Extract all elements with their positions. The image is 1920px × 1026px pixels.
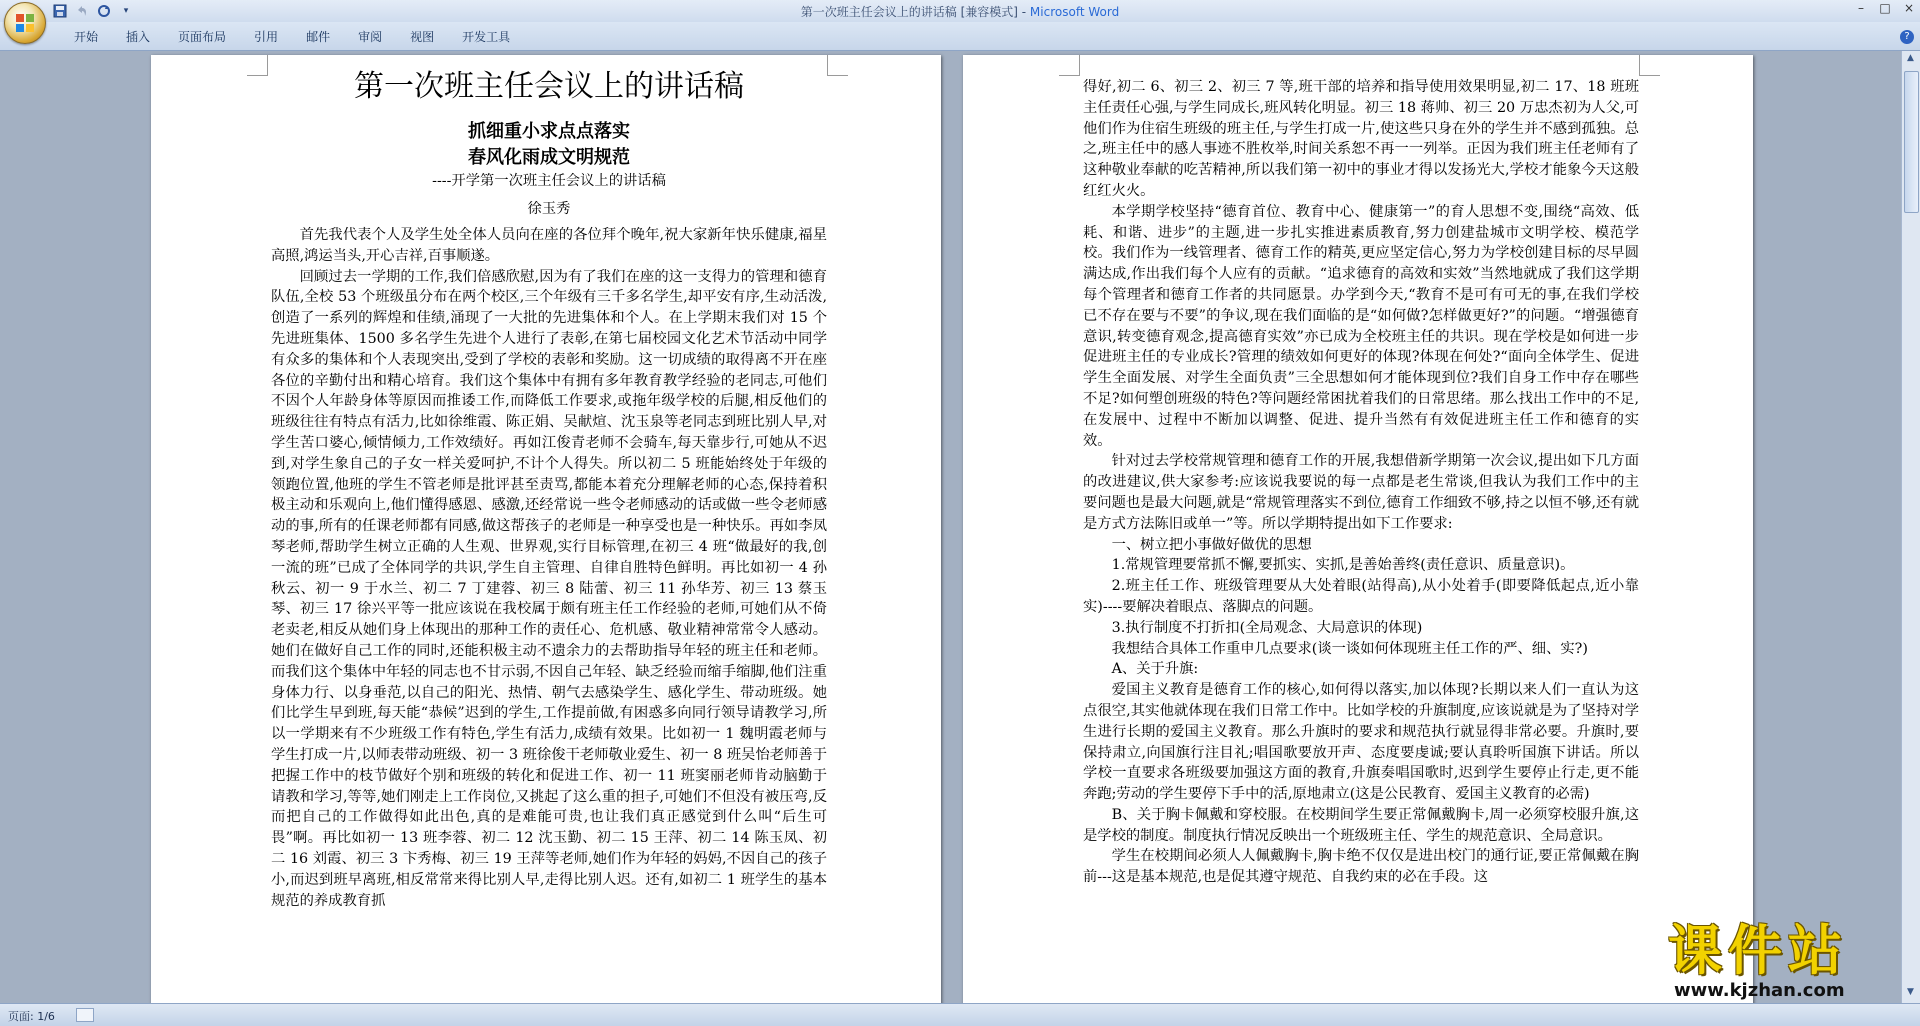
paragraph: 回顾过去一学期的工作,我们倍感欣慰,因为有了我们在座的这一支得力的管理和德育队伍,全校 53 个班级虽分布在两个校区,三个年级有三千多名学生,却平安有序,生动活泼,创造了一系列的辉煌和佳绩,涌现了一大批的先进集体和个人。在上学期末我们对 15 个先进班集体、1500 多名学生先进个人进行了表彰,在第七届校园文化艺术节活动中同学有众多的集体和个人表现突出,受到了学校的表彰和奖励。这一切成绩的取得离不开在座各位的辛勤付出和精心培育。我们这个集体中有拥有多年教育教学经验的老同志,可他们不因个人年龄身体等原因而推诿工作,而降低工作要求,或拖年级学校的后腿,相反他们的班级往往有特点有活力,比如徐维霞、陈正娟、吴献煊、沈玉泉等老同志到班比别人早,对学生苦口婆心,倾情倾力,工作效绩好。再如江俊青老师不会骑车,每天靠步行,可她从不迟到,对学生象自己的子女一样关爱呵护,不计个人得失。所以初二 5 班能始终处于年级的领跑位置,他班的学生不管老师是批评甚至责骂,都能本着充分理解老师的心态,保持着积极主动和乐观向上,他们懂得感恩、感激,还经常说一些令老师感动的话或做一些令老师感动的事,所有的任课老师都有同感,做这帮孩子的老师是一种享受也是一种快乐。再如李凤琴老师,帮助学生树立正确的人生观、世界观,实行目标管理,在初三 4 班“做最好的我,创一流的班”已成了全体同学的共识,学生自主管理、自律自胜特色鲜明。再比如初一 4 孙秋云、初一 9 于水兰、初二 7 丁建蓉、初三 8 陆蕾、初三 11 孙华芳、初三 13 蔡玉琴、初三 17 徐兴平等一批应该说在我校属于颇有班主任工作经验的老师,可她们从不倚老卖老,相反从她们身上体现出的那种工作的责任心、危机感、敬业精神常常令人感动。她们在做好自己工作的同时,还能积极主动不遗余力的去帮助指导年轻的班主任和老师。而我们这个集体中年轻的同志也不甘示弱,不因自己年轻、缺乏经验而缩手缩脚,他们注重身体力行、以身垂范,以自己的阳光、热情、朝气去感染学生、感化学生、带动班级。她们比学生早到班,每天能“恭候”迟到的学生,工作提前做,有困惑多向同行领导请教学习,所以一学期来有不少班级工作有特色,学生有活力,成绩有效果。比如初一 1 魏明霞老师与学生打成一片,以师表带动班级、初一 3 班徐俊干老师敬业爱生、初一 8 班吴怡老师善于把握工作中的枝节做好个别和班级的转化和促进工作、初一 11 班窦丽老师肯动脑勤于请教和学习,等等,她们刚走上工作岗位,又挑起了这么重的担子,可她们不但没有被压弯,反而把自己的工作做得如此出色,真的是难能可贵,也让我们真正感觉到什么叫“后生可畏”啊。再比如初一 13 班李蓉、初二 12 沈玉勤、初二 15 王萍、初二 14 陈玉凤、初二 16 刘霞、初三 3 卞秀梅、初三 19 王萍等老师,她们作为年轻的妈妈,不因自己的孩子小,而迟到班早离班,相反常常来得比别人早,走得比别人迟。还有,如初二 1 班学生的基本规范的养成教育抓 — [271, 268, 827, 909]
paragraph: A、关于升旗: — [1111, 661, 1199, 678]
page-2-content — [1083, 77, 1639, 888]
paragraph: 得好,初二 6、初三 2、初三 7 等,班干部的培养和指导使用效果明显,初二 17、18 班班主任责任心强,与学生同成长,班风转化明显。初三 18 蒋帅、初三 20 万忠杰初为人父,可他们作为住宿生班级的班主任,与学生打成一片,使这些只身在外的学生并不感到孤独。总之,班主任中的感人事迹不胜枚举,时间关系恕不再一一列举。正因为我们班主任老师有了这种敬业奉献的吃苦精神,所以我们第一初中的事业才得以发扬光大,学校才能象今天这般红红火火。 — [1083, 79, 1639, 199]
document-author: 徐玉秀 — [527, 201, 571, 217]
paragraph: 爱国主义教育是德育工作的核心,如何得以落实,加以体现?长期以来人们一直认为这点很空,其实他就体现在我们日常工作中。比如学校的升旗制度,应该说就是为了坚持对学生进行长期的爱国主义教育。那么升旗时的要求和规范执行就显得非常必要。升旗时,要保持肃立,向国旗行注目礼;唱国歌要放开声、态度要虔诚;要认真聆听国旗下讲话。所以学校一直要求各班级要加强这方面的教育,升旗奏唱国歌时,迟到学生要停止行走,更不能奔跑;劳动的学生要停下手中的活,原地肃立(这是公民教育、爱国主义教育的必需) — [1083, 682, 1639, 803]
tab-insert[interactable]: 插入 — [126, 30, 151, 44]
paragraph: 1.常规管理要常抓不懈,要抓实、实抓,是善始善终(责任意识、质量意识)。 — [1111, 557, 1575, 574]
paragraph: 本学期学校坚持“德育首位、教育中心、健康第一”的育人思想不变,围绕“高效、低耗、和谐、进步”的主题,进一步扎实推进素质教育,努力创建盐城市文明学校、模范学校。我们作为一线管理者、德育工作的精英,更应坚定信心,努力为学校创建目标的尽早圆满达成,作出我们每个人应有的贡献。“追求德育的高效和实效”当然地就成了我们这学期每个管理者和德育工作者的共同愿景。办学到今天,“教育不是可有可无的事,在我们学校已不存在要与不要”的争议,现在我们面临的是“如何做?怎样做更好?”的问题。“增强德育意识,转变德育观念,提高德育实效”亦已成为全校班主任的共识。现在学校是如何进一步促进班主任的专业成长?管理的绩效如何更好的体现?体现在何处?“面向全体学生、促进学生全面发展、对学生全面负责”三全思想如何才能体现到位?我们自身工作中存在哪些不足?如何塑创班级的特色?等问题经常困扰着我们的日常思绪。那么找出工作中的不足,在发展中、过程中不断加以调整、促进、提升当然有有效促进班主任工作和德育的实效。 — [1083, 203, 1639, 449]
watermark — [1668, 919, 1908, 1004]
page-1-content — [271, 61, 827, 911]
watermark-url: www.kjzhan.com — [1674, 980, 1845, 1001]
title-bar — [0, 0, 1920, 22]
margin-corner-marker — [247, 55, 268, 76]
tab-references[interactable]: 引用 — [254, 30, 279, 44]
watermark-brand: 课件站 — [1668, 919, 1848, 982]
office-button[interactable] — [4, 2, 46, 44]
tab-mailings[interactable]: 邮件 — [306, 30, 331, 44]
proofing-icon[interactable] — [76, 1008, 94, 1022]
tab-view[interactable]: 视图 — [410, 30, 435, 44]
paragraph: 我想结合具体工作重申几点要求(谈一谈如何体现班主任工作的严、细、实?) — [1111, 640, 1588, 657]
document-subtitle-3: ----开学第一次班主任会议上的讲话稿 — [432, 173, 666, 189]
document-page-1[interactable] — [151, 55, 941, 1003]
tab-review[interactable]: 审阅 — [358, 30, 383, 44]
ribbon-tabs — [60, 29, 524, 45]
paragraph: 学生在校期间必须人人佩戴胸卡,胸卡绝不仅仅是进出校门的通行证,要正常佩戴在胸前---这是基本规范,也是促其遵守规范、自我约束的必在手段。这 — [1083, 848, 1639, 886]
margin-corner-marker — [1639, 55, 1660, 76]
status-bar — [0, 1003, 1920, 1026]
minimize-button[interactable]: – — [1858, 1, 1864, 15]
scrollbar-thumb[interactable] — [1904, 71, 1919, 213]
customize-toolbar-icon[interactable]: ▾ — [123, 6, 129, 16]
margin-corner-marker — [1059, 55, 1080, 76]
close-button[interactable]: × — [1903, 1, 1915, 15]
tab-home[interactable]: 开始 — [74, 30, 99, 44]
tab-page-layout[interactable]: 页面布局 — [178, 30, 227, 44]
vertical-scrollbar[interactable] — [1901, 51, 1920, 1003]
document-subtitle-1: 抓细重小求点点落实 — [468, 121, 630, 142]
paragraph: 首先我代表个人及学生处全体人员向在座的各位拜个晚年,祝大家新年快乐健康,福星高照,鸿运当头,开心吉祥,百事顺遂。 — [271, 227, 827, 264]
paragraph: 2.班主任工作、班级管理要从大处着眼(站得高),从小处着手(即要降低起点,近小靠实)----要解决着眼点、落脚点的问题。 — [1083, 578, 1639, 615]
document-subtitle-2: 春风化雨成文明规范 — [468, 147, 630, 168]
window-title: 第一次班主任会议上的讲话稿 [兼容模式] - Microsoft Word — [800, 5, 1120, 19]
maximize-button[interactable]: □ — [1879, 1, 1891, 15]
document-title: 第一次班主任会议上的讲话稿 — [354, 69, 744, 104]
window-controls — [1854, 1, 1916, 15]
scroll-down-icon[interactable]: ▼ — [1907, 987, 1914, 997]
ribbon — [0, 22, 1920, 51]
scroll-up-icon[interactable]: ▲ — [1907, 53, 1914, 63]
margin-corner-marker — [827, 55, 848, 76]
paragraph: 3.执行制度不打折扣(全局观念、大局意识的体现) — [1111, 619, 1423, 636]
office-logo-icon — [15, 13, 35, 33]
help-icon[interactable]: ? — [1900, 30, 1914, 44]
document-page-2[interactable] — [963, 55, 1753, 1003]
paragraph: B、关于胸卡佩戴和穿校服。在校期间学生要正常佩戴胸卡,周一必须穿校服升旗,这是学校的制度。制度执行情况反映出一个班级班主任、学生的规范意识、全局意识。 — [1083, 806, 1639, 844]
paragraph: 针对过去学校常规管理和德育工作的开展,我想借新学期第一次会议,提出如下几方面的改进建议,供大家参考:应该说我要说的每一点都是老生常谈,但我认为我们工作中的主要问题也是最大问题,就是“常规管理落实不到位,德育工作细致不够,持之以恒不够,还有就是方式方法陈旧或单一”等。所以学期特提出如下工作要求: — [1083, 453, 1639, 532]
tab-developer[interactable]: 开发工具 — [462, 30, 511, 44]
page-indicator[interactable]: 页面: 1/6 — [8, 1010, 55, 1023]
paragraph: 一、树立把小事做好做优的思想 — [1111, 536, 1312, 553]
document-area — [0, 51, 1902, 1003]
